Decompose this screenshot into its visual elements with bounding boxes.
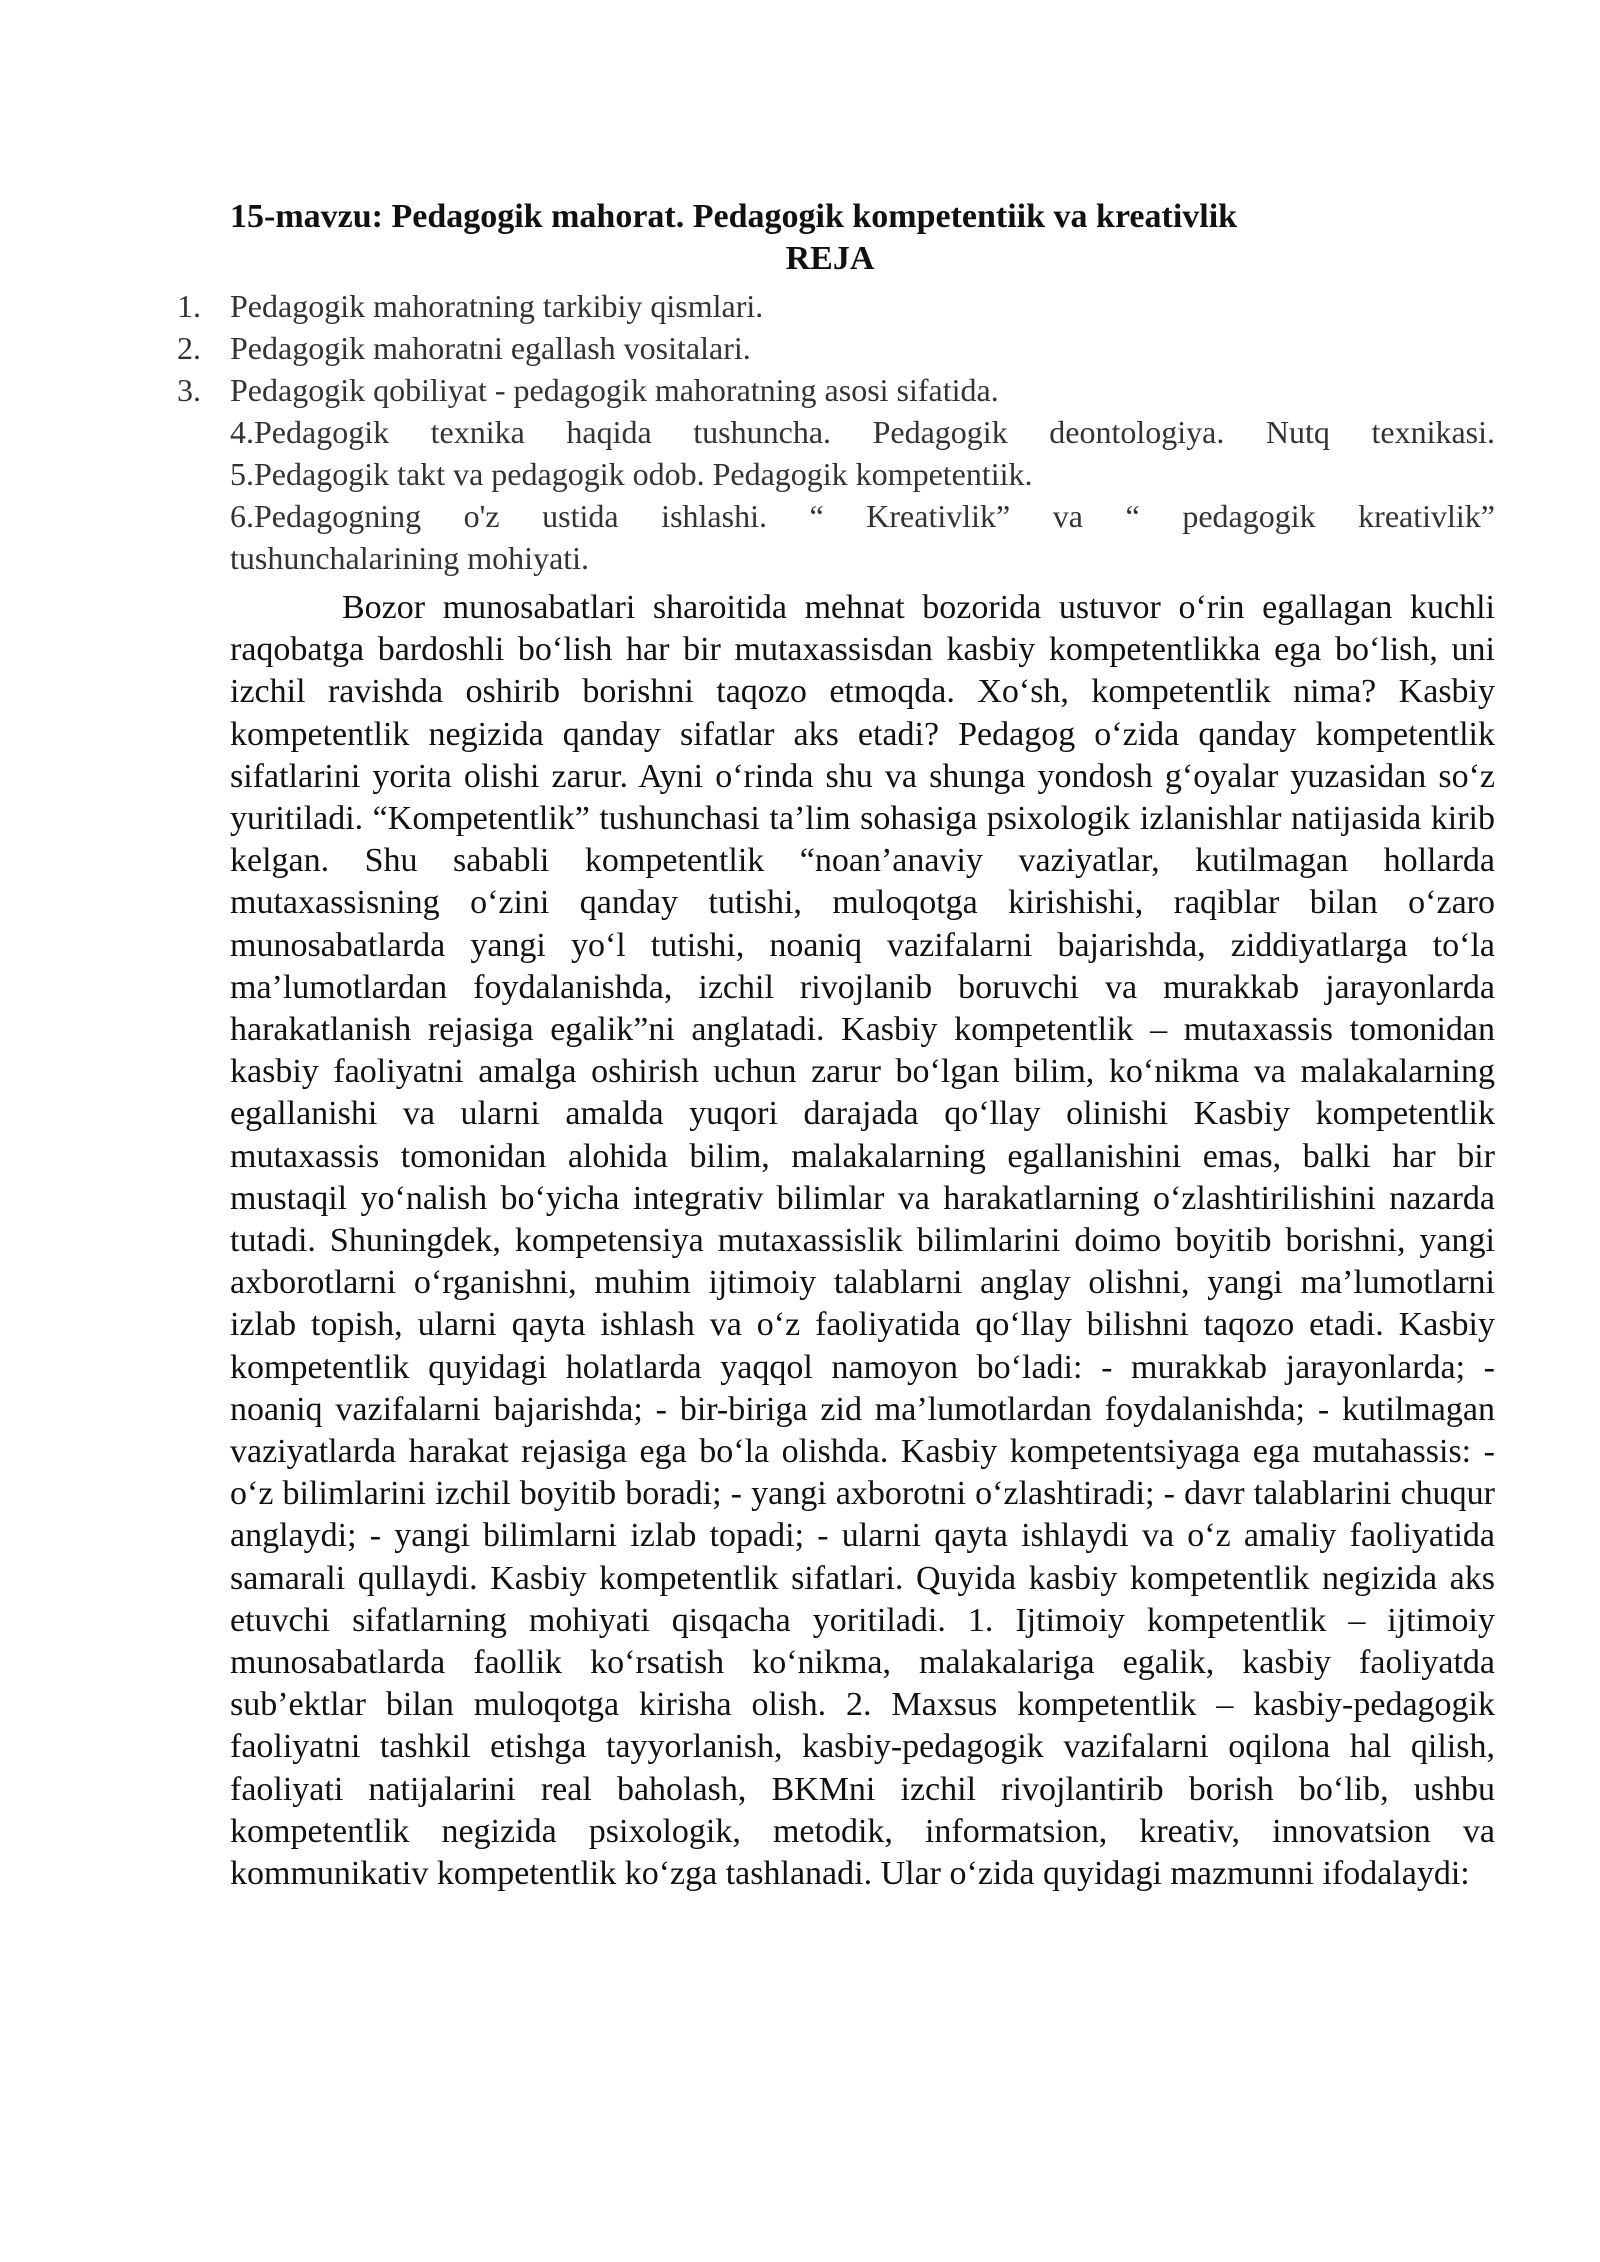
plan-item-6: 6.Pedagogning o'z ustida ishlashi. “ Kreativlik” va “ pedagogik kreativlik” — [230, 498, 1495, 534]
plan-item-4: 4.Pedagogik texnika haqida tushuncha. Pedagogik deontologiya. Nutq texnikasi. — [230, 414, 1495, 450]
plan-item-text: Pedagogik qobiliyat - pedagogik mahoratning asosi sifatida. — [230, 372, 999, 408]
plan-item-6-continued: tushunchalarining mohiyati. — [230, 540, 590, 576]
plan-item-1 — [177, 285, 1495, 327]
plan-item-5: 5.Pedagogik takt va pedagogik odob. Pedagogik kompetentiik. — [230, 456, 1033, 492]
plan-item-3 — [177, 369, 1495, 411]
plan-heading: REJA — [785, 240, 875, 277]
plan-item-number: 2. — [177, 330, 201, 366]
plan-item-number: 3. — [177, 372, 201, 408]
plan-item-text: Pedagogik mahoratning tarkibiy qismlari. — [230, 288, 764, 324]
body-paragraph: Bozor munosabatlari sharoitida mehnat bozorida ustuvor o‘rin egallagan kuchli raqobatga bardoshli bo‘lish har bir mutaxassisdan kasbiy kompetentlikka ega bo‘lish, uni izchil ravishda oshirib borishni taqozo etmoqda. Xo‘sh, kompetentlik nima? Kasbiy kompetentlik negizida qanday sifatlar aks etadi? Pedagog o‘zida qanday kompetentlik sifatlarini yorita olishi zarur. Ayni o‘rinda shu va shunga yondosh g‘oyalar yuzasidan so‘z yuritiladi. “Kompetentlik” tushunchasi ta’lim sohasiga psixologik izlanishlar natijasida kirib kelgan. Shu sababli kompetentlik “noan’anaviy vaziyatlar, kutilmagan hollarda mutaxassisning o‘zini qanday tutishi, muloqotga kirishishi, raqiblar bilan o‘zaro munosabatlarda yangi yo‘l tutishi, noaniq vazifalarni bajarishda, ziddiyatlarga to‘la ma’lumotlardan foydalanishda, izchil rivojlanib boruvchi va murakkab jarayonlarda harakatlanish rejasiga egalik”ni anglatadi. Kasbiy kompetentlik – mutaxassis tomonidan kasbiy faoliyatni amalga oshirish uchun zarur bo‘lgan bilim, ko‘nikma va malakalarning egallanishi va ularni amalda yuqori darajada qo‘llay olinishi Kasbiy kompetentlik mutaxassis tomonidan alohida bilim, malakalarning egallanishini emas, balki har bir mustaqil yo‘nalish bo‘yicha integrativ bilimlar va harakatlarning o‘zlashtirilishini nazarda tutadi. Shuningdek, kompetensiya mutaxassislik bilimlarini doimo boyitib borishni, yangi axborotlarni o‘rganishni, muhim ijtimoiy talablarni anglay olishni, yangi ma’lumotlarni izlab topish, ularni qayta ishlash va o‘z faoliyatida qo‘llay bilishni taqozo etadi. Kasbiy kompetentlik quyidagi holatlarda yaqqol namoyon bo‘ladi: - murakkab jarayonlarda; - noaniq vazifalarni bajarishda; - bir-biriga zid ma’lumotlardan foydalanishda; - kutilmagan vaziyatlarda harakat rejasiga ega bo‘la olishda. Kasbiy kompetentsiyaga ega mutahassis: - o‘z bilimlarini izchil boyitib boradi; - yangi axborotni o‘zlashtiradi; - davr talablarini chuqur anglaydi; - yangi bilimlarni izlab topadi; - ularni qayta ishlaydi va o‘z amaliy faoliyatida samarali qullaydi. Kasbiy kompetentlik sifatlari. Quyida kasbiy kompetentlik negizida aks etuvchi sifatlarning mohiyati qisqacha yoritiladi. 1. Ijtimoiy kompetentlik – ijtimoiy munosabatlarda faollik ko‘rsatish ko‘nikma, malakalariga egalik, kasbiy faoliyatda sub’ektlar bilan muloqotga kirisha olish. 2. Maxsus kompetentlik – kasbiy-pedagogik faoliyatni tashkil etishga tayyorlanish, kasbiy-pedagogik vazifalarni oqilona hal qilish, faoliyati natijalarini real baholash, BKMni izchil rivojlantirib borish bo‘lib, ushbu kompetentlik negizida psixologik, metodik, informatsion, kreativ, innovatsion va kommunikativ kompetentlik ko‘zga tashlanadi. Ular o‘zida quyidagi mazmunni ifodalaydi: — [230, 589, 1495, 1893]
plan-item-text: Pedagogik mahoratni egallash vositalari. — [230, 330, 751, 366]
plan-item-number: 1. — [177, 288, 201, 324]
plan-list — [177, 285, 1495, 579]
page-title: 15-mavzu: Pedagogik mahorat. Pedagogik kompetentiik va kreativlik — [230, 198, 1238, 235]
plan-item-2 — [177, 327, 1495, 369]
